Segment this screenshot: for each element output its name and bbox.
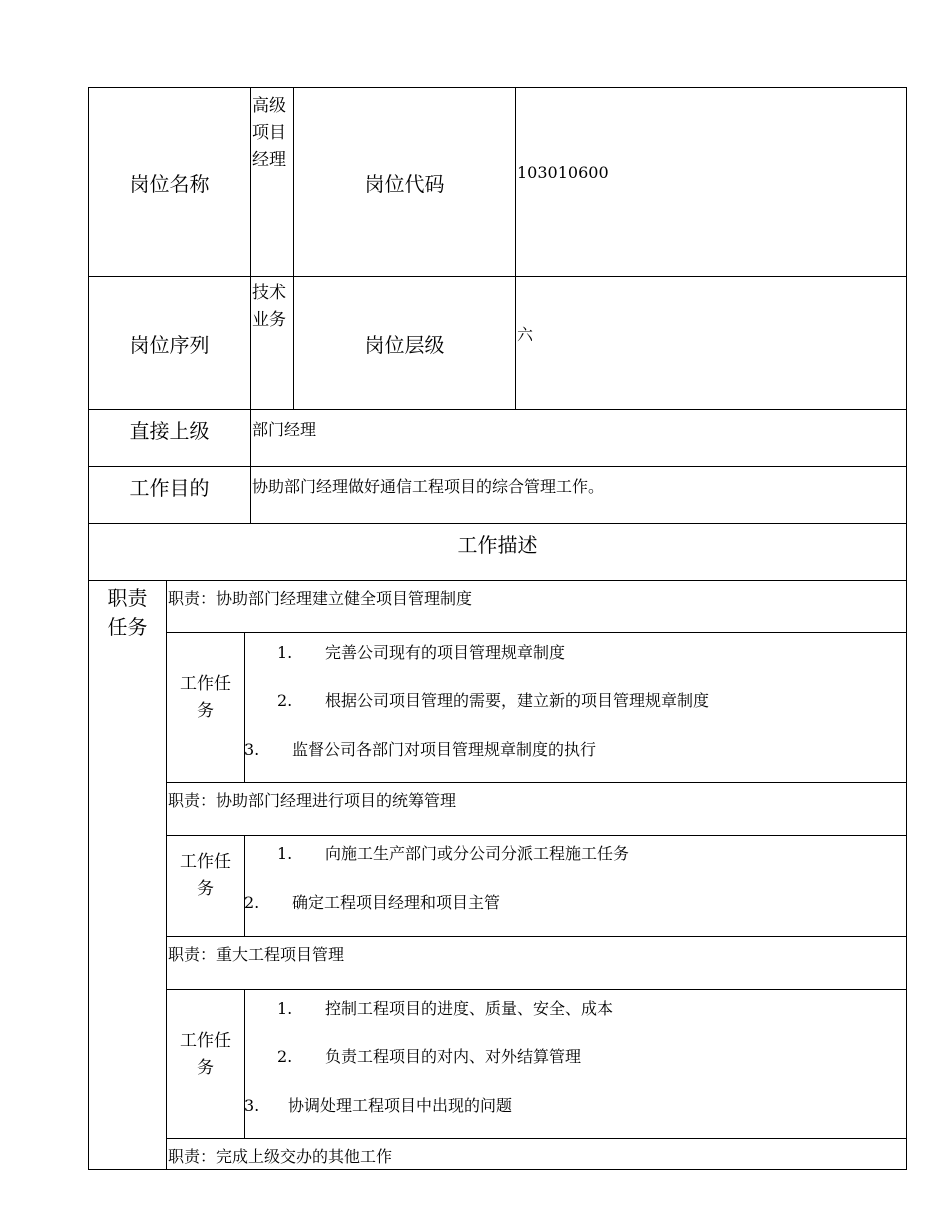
position-name-label: 岗位名称 [88,87,251,277]
position-code-value: 103010600 [515,87,907,277]
duty-title: 职责：完成上级交办的其他工作 [166,1138,907,1170]
duties-label-line1: 职责 [107,586,148,610]
purpose-label: 工作目的 [88,466,251,524]
task-item: 2. 根据公司项目管理的需要，建立新的项目管理规章制度 [277,691,710,710]
task-item: 2. 确定工程项目经理和项目主管 [244,893,501,912]
task-list [244,989,907,1139]
purpose-value: 协助部门经理做好通信工程项目的综合管理工作。 [250,466,907,524]
duty-title: 职责：协助部门经理进行项目的统筹管理 [166,782,907,836]
position-level-value: 六 [515,276,907,410]
supervisor-value: 部门经理 [250,409,907,467]
task-item: 1. 完善公司现有的项目管理规章制度 [277,643,566,662]
task-label: 工作任 务 [166,989,245,1139]
task-item: 3. 协调处理工程项目中出现的问题 [244,1096,513,1115]
duty-title: 职责：重大工程项目管理 [166,936,907,990]
supervisor-label: 直接上级 [88,409,251,467]
task-item: 1. 向施工生产部门或分公司分派工程施工任务 [277,844,630,863]
position-series-label: 岗位序列 [88,276,251,410]
duties-label [88,580,167,1170]
position-code-label: 岗位代码 [293,87,516,277]
description-title: 工作描述 [88,523,907,581]
task-list [244,632,907,783]
position-series-value: 技术业务 [250,276,294,410]
duty-title: 职责：协助部门经理建立健全项目管理制度 [166,580,907,633]
task-item: 3. 监督公司各部门对项目管理规章制度的执行 [244,740,597,759]
task-label: 工作任 务 [166,632,245,783]
task-label: 工作任 务 [166,835,245,937]
task-item: 1. 控制工程项目的进度、质量、安全、成本 [277,999,614,1018]
task-list [244,835,907,937]
position-level-label: 岗位层级 [293,276,516,410]
position-name-value: 高级项目经理 [250,87,294,277]
task-item: 2. 负责工程项目的对内、对外结算管理 [277,1047,582,1066]
duties-label-line2: 任务 [107,615,148,639]
